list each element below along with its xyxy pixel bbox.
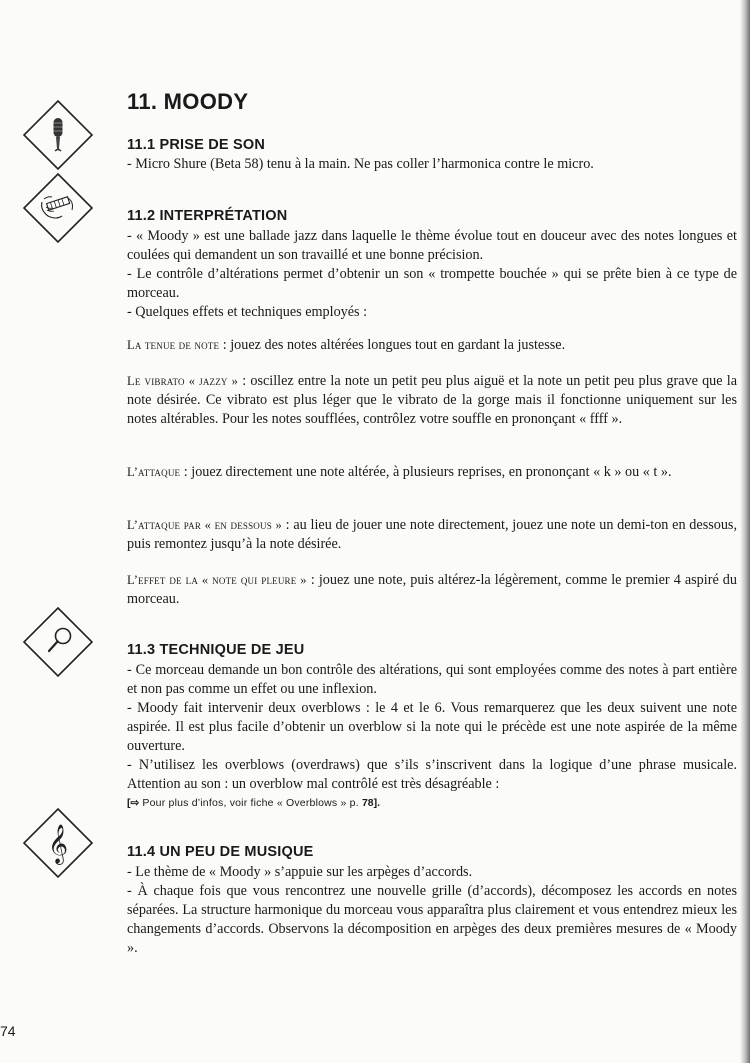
body-line: - Ce morceau demande un bon contrôle des altérations, qui sont employées comme des notes à part entière et non pas comme un effet ou une inflexion. [127, 662, 737, 697]
section-heading-technique-de-jeu: 11.3 TECHNIQUE DE JEU [127, 642, 305, 658]
section-heading-interpretation: 11.2 INTERPRÉTATION [127, 208, 288, 224]
technique-item [127, 571, 737, 609]
section-body-technique-de-jeu [127, 661, 737, 813]
section-heading-musique: 11.4 UN PEU DE MUSIQUE [127, 844, 314, 860]
technique-text: : jouez des notes altérées longues tout en gardant la justesse. [219, 337, 566, 353]
technique-name: L’attaque par « en dessous » [127, 518, 282, 532]
technique-text: : oscillez entre la note un petit peu plus aiguë et la note un petit peu plus grave que la note désirée. Ce vibrato est plus léger que le vibrato de la gorge mais il fonctionne uniquement sur les notes altérables. Pour les notes soufflées, contrôlez votre souffle en prononçant « ffff ». [127, 373, 737, 427]
ref-text: Pour plus d’infos, voir fiche « Overblows » p. [139, 797, 362, 809]
page-number: 74 [0, 1023, 16, 1039]
section-body-prise-de-son [127, 155, 737, 174]
technique-text: : jouez directement une note altérée, à plusieurs reprises, en prononçant « k » ou « t ». [180, 464, 672, 480]
body-line: - Le thème de « Moody » s’appuie sur les arpèges d’accords. [127, 864, 473, 880]
technique-item [127, 516, 737, 554]
body-line: - N’utilisez les overblows (overdraws) que s’ils s’inscrivent dans la logique d’une phrase musicale. Attention au son : un overblow mal contrôlé est très désagréable : [127, 757, 737, 792]
technique-item [127, 372, 737, 429]
harmonica-hands-icon [22, 172, 94, 244]
section-body-interpretation [127, 227, 737, 322]
body-line: - Quelques effets et techniques employés : [127, 304, 368, 320]
ref-bracket: ]. [373, 797, 381, 809]
treble-clef-icon [22, 807, 94, 879]
section-body-musique [127, 863, 737, 958]
body-line: - Micro Shure (Beta 58) tenu à la main. Ne pas coller l’harmonica contre le micro. [127, 156, 594, 172]
technique-item [127, 336, 737, 355]
body-line: - Moody fait intervenir deux overblows : le 4 et le 6. Vous remarquerez que les deux suivent une note aspirée. Il est plus facile d’obtenir un overblow si la note qui le précède est une note aspirée de la même ouverture. [127, 700, 737, 754]
svg-text:𝄞: 𝄞 [47, 824, 69, 864]
microphone-icon [22, 99, 94, 171]
magnifier-icon [22, 606, 94, 678]
body-line: - À chaque fois que vous rencontrez une nouvelle grille (d’accords), décomposez les accords en notes séparées. La structure harmonique du morceau vous apparaîtra plus clairement et vous entendrez mieux les changements d’accords. Observons la décomposition en arpèges des deux premières mesures de « Moody ». [127, 883, 737, 956]
technique-text: : jouez une note, puis altérez-la légèrement, comme le premier 4 aspiré du morceau. [127, 572, 737, 607]
technique-name: L’effet de la « note qui pleure » [127, 573, 307, 587]
ref-page: 78 [361, 797, 374, 809]
ref-bracket: [ [127, 797, 131, 809]
section-heading-prise-de-son: 11.1 PRISE DE SON [127, 137, 265, 153]
technique-name: L’attaque [127, 465, 181, 479]
arrow-right-icon: ⇨ [130, 797, 140, 809]
page-spine-shadow [740, 0, 750, 1063]
technique-name: Le vibrato « jazzy » [127, 374, 239, 388]
cross-reference [127, 794, 737, 813]
body-line: - « Moody » est une ballade jazz dans laquelle le thème évolue tout en douceur avec des notes longues et coulées qui demandent un son travaillé et une bonne précision. [127, 228, 737, 263]
technique-item [127, 463, 737, 482]
chapter-title: 11. MOODY [127, 89, 249, 114]
technique-text: : au lieu de jouer une note directement, jouez une note un demi-ton en dessous, puis remontez jusqu’à la note désirée. [127, 517, 737, 552]
body-line: - Le contrôle d’altérations permet d’obtenir un son « trompette bouchée » qui se prête bien à ce type de morceau. [127, 266, 737, 301]
technique-name: La tenue de note [127, 338, 220, 352]
